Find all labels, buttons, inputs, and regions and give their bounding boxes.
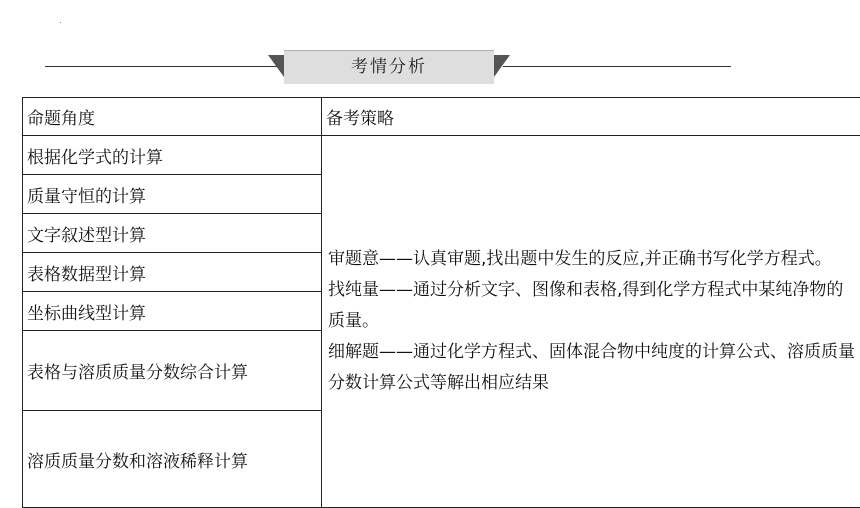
analysis-table	[22, 97, 860, 508]
angle-cell: 质量守恒的计算	[23, 175, 322, 214]
angle-cell: 溶质质量分数和溶液稀释计算	[23, 411, 322, 508]
angle-cell: 表格数据型计算	[23, 253, 322, 292]
angle-cell: 根据化学式的计算	[23, 136, 322, 175]
stray-dot	[60, 22, 61, 23]
header-angle: 命题角度	[23, 98, 322, 136]
angle-cell: 表格与溶质质量分数综合计算	[23, 331, 322, 411]
header-strategy: 备考策略	[322, 98, 860, 136]
strategy-step-1: 审题意——认真审题,找出题中发生的反应,并正确书写化学方程式。	[328, 244, 856, 275]
table-row	[23, 136, 860, 175]
banner-line-left	[45, 66, 280, 67]
table-header-row	[23, 98, 860, 136]
section-banner	[284, 50, 494, 84]
angle-cell: 文字叙述型计算	[23, 214, 322, 253]
section-title: 考情分析	[351, 57, 427, 77]
strategy-cell	[322, 136, 860, 508]
strategy-step-3: 细解题——通过化学方程式、固体混合物中纯度的计算公式、溶质质量分数计算公式等解出相应结果	[328, 337, 856, 399]
strategy-step-2: 找纯量——通过分析文字、图像和表格,得到化学方程式中某纯净物的质量。	[328, 275, 856, 337]
angle-cell: 坐标曲线型计算	[23, 292, 322, 331]
banner-line-right	[503, 66, 731, 67]
